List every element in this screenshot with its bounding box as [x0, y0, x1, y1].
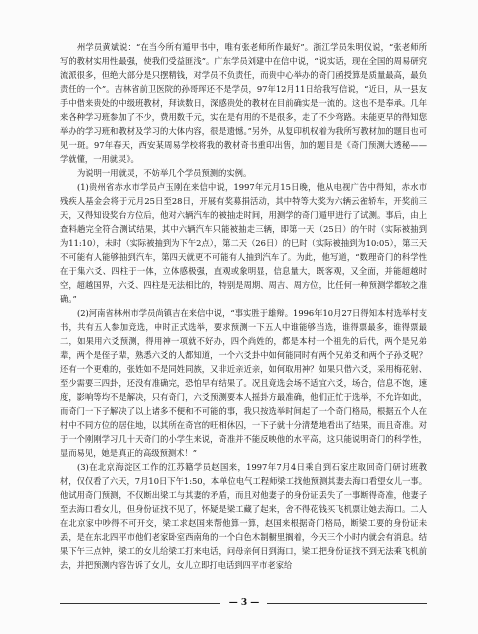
paragraph-testimonials: 州学员黄斌说：“在当今所有遁甲书中，唯有张老师所作最好”。浙江学员朱明仪说，“张老师所写的教材实用性最强，使我们受益匪浅”。广东学员刘建中在信中说，“说实话，现在全国的周易研究流派很多，但绝大部分是只摆精钱，对学员不负责任，而贵中心举办的奇门函授算是质量最高，最负责任的一个”。吉林省前卫医院的孙哥珲还不是学员，97年12月11日给我写信说，“近日，从一县友手中借来贵处的中级班教材，拜读数日，深感贵处的教材在目前确实是一流的。这也不是奉承。几年来各种学习班参加了不少，费用数千元，实在是有用的不是很多，走了不少弯路。未能更早的得知您举办的学习班和教材及学习的大体内容，很是遗憾。”另外，从复印机权着为我所写教材加的题目也可见一斑。97年春天，西安某周易学校将我的教材奇书重印出售，加的题目是《奇门预测大透秘——学就懂，一用就灵》。: [60, 42, 427, 164]
page-number: — 3 —: [228, 598, 260, 608]
paragraph-example-3: (3)在北京海淀区工作的江苏籍学员赵国来，1997年7月4日乘自到石家庄取回奇门研讨班教材，仅仅看了六天，7月10日下午1:50，本单位电气工程师梁工找他预测其妻去海口看望女儿一事。他试用奇门预测，不仅断出梁工与其妻的矛盾，而且对他妻子的身份证丢失了一事断得奇准，他妻子至去海口看女儿，但身份证找不见了，怀疑是梁工藏了起来，舍不得花钱买飞机票让她去海口。二人在北京家中吵得不可开交，梁工求赵国来帮他算一算，赵国来根据奇门格局，断梁工要的身份证未丢，是在东北四平市他们老家卧室西南角的一个白色木制橱里搁着，今天三个小时内就会有消息。结果下午三点钟，梁工的女儿给梁工打来电话，问母亲何日到海口，梁工把身份证找不到无法乘飞机前去，并把预测内容告诉了女儿，女儿立即打电话到四平市老家给: [60, 462, 427, 570]
footer-rule-right: [267, 603, 427, 604]
footer-rule-left: [60, 603, 220, 604]
page-footer: [60, 596, 427, 610]
paragraph-example-1: (1)贵州省赤水市学员卢玉刚在来信中说，1997年元月15日晚，他从电视广告中得知，赤水市残疾人基金会将于元月25日至28日，开展有奖募捐活动，其中特等大奖为六辆云雀轿车，开奖前三天，又得知设奖台方位后，他对六辆汽车的被抽走时间，用测学的奇门遁甲进行了试测。事后，由上查料趟完全符合测试结果，其中六辆汽车只能被抽走三辆，即第一天（25日）的午时（实际被抽到为11:10），未时（实际被抽到为下午2点），第二天（26日）的巳时（实际被抽到为10:05），第三天不可能有人能够抽到汽车，第四天就更不可能有人抽到汽车了。为此，他写道，“数理奇门的科学性在于集六爻、四柱于一体，立体感极强，直观或象明显，信息量大，既客观，又全面，并能超越时空，超越国界，六爻、四柱是无法相比的，特别是周期、周吉、周方位，比任何一种预测学都较之准确。”: [60, 182, 427, 304]
section-heading: 为说明一用就灵，不妨举几个学员预测的实例。: [77, 168, 252, 178]
document-body: [60, 40, 427, 572]
paragraph-example-2: (2)河南省林州市学员尚镇吉在来信中说，“事实胜于雄辩。1996年10月27日得知本村选举村支书，共有五人参加竞选，申时正式选举，要求预测一下五人中谁能够当选，谁得票最多，谁得票最二，如果用六爻预测，得用神一项就不好办，四个尚姓的，都是本村一个祖先的后代，两个是兄弟辈，两个是侄子辈，熟悉六爻的人都知道，一个六爻卦中如何能同时有两个兄弟爻和两个子孙爻呢？还有一个更难的，张姓如不是同姓同族，又非近亲近亲，如何取用神？如果只借六爻，采用梅花射、至少需要三四卦，还没有准确完，恐怕早有结果了。况且竟选会场不适宜六爻，场合，信息不饱，速度，影响等均不是解决，只有奇门，六爻预测要本人摇卦方最准确，他们正忙于选举，不允许如此，而奇门一下子解决了以上诸多不便和不可能的事，我只按选举时间起了一个奇门格局，根据五个人在村中不同方位的居住地，以其所在奇宫的旺相休囚，一下子就十分清楚地看出了结果，而且奇准。对于一个刚刚学习几十天奇门的小学生来说，奇准并不能反映他的水平高，这只能说明奇门的科学性，显而易见，她是真正的高级预测术！”: [60, 308, 427, 458]
